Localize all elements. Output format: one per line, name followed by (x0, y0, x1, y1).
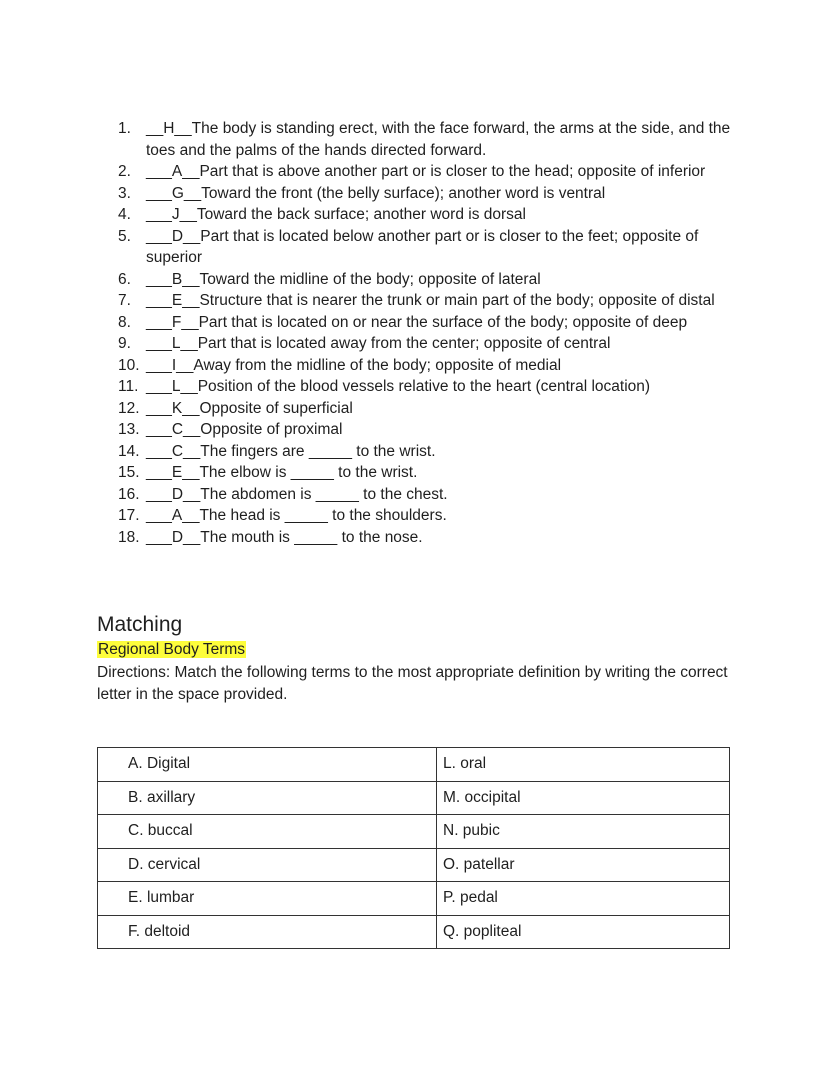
question-number: 7. (118, 292, 131, 309)
question-text: ___G__Toward the front (the belly surface); another word is ventral (146, 184, 606, 202)
question-number: 18. (118, 528, 140, 546)
table-row (98, 915, 730, 949)
question-number: 8. (118, 313, 131, 331)
term-cell: M. occipital (437, 781, 730, 815)
term-cell: A. Digital (98, 748, 437, 782)
question-text: ___L__Position of the blood vessels relative to the heart (central location) (146, 378, 651, 395)
question-item (118, 376, 758, 398)
section-heading: Matching (97, 613, 183, 636)
question-text: ___C__Opposite of proximal (146, 421, 343, 438)
question-number: 5. (118, 227, 131, 245)
table-row (98, 848, 730, 882)
question-item (118, 484, 758, 506)
question-number: 16. (118, 485, 140, 503)
question-item (118, 312, 758, 334)
term-cell: F. deltoid (98, 915, 437, 949)
term-cell: Q. popliteal (437, 915, 730, 949)
table-row (98, 882, 730, 916)
highlighted-subtitle: Regional Body Terms (98, 641, 246, 658)
question-item (118, 398, 758, 420)
question-number: 17. (118, 507, 140, 524)
question-item (118, 441, 758, 463)
term-cell: E. lumbar (98, 882, 437, 916)
question-item (118, 290, 758, 312)
question-item (118, 183, 758, 205)
question-text: ___D__The abdomen is _____ to the chest. (146, 485, 448, 503)
question-number: 1. (118, 120, 131, 137)
directions-text: Directions: Match the following terms to the most appropriate definition by writing the correct letter in the space provided. (97, 664, 728, 703)
table-row (98, 748, 730, 782)
table-row (98, 815, 730, 849)
question-number: 14. (118, 442, 140, 460)
question-text: ___J__Toward the back surface; another word is dorsal (146, 206, 526, 223)
question-number: 6. (118, 270, 131, 288)
question-item (118, 269, 758, 291)
terms-table (97, 747, 730, 949)
question-item (118, 204, 758, 226)
question-item (118, 333, 758, 355)
term-cell: O. patellar (437, 848, 730, 882)
question-text: ___K__Opposite of superficial (146, 399, 353, 417)
question-number: 15. (118, 464, 140, 481)
question-number: 3. (118, 184, 131, 202)
question-item (118, 462, 758, 484)
question-text: ___C__The fingers are _____ to the wrist. (146, 442, 436, 460)
term-cell: B. axillary (98, 781, 437, 815)
section-subtitle (97, 640, 246, 660)
question-item (118, 419, 758, 441)
question-number: 11. (118, 378, 139, 395)
question-text: ___D__Part that is located below another part or is closer to the feet; opposite of superior (146, 227, 699, 266)
question-number: 9. (118, 335, 131, 352)
question-text: ___E__The elbow is _____ to the wrist. (146, 464, 418, 481)
question-text: ___F__Part that is located on or near the surface of the body; opposite of deep (146, 313, 688, 331)
question-text: ___B__Toward the midline of the body; opposite of lateral (146, 270, 541, 288)
term-cell: D. cervical (98, 848, 437, 882)
question-text: ___D__The mouth is _____ to the nose. (146, 528, 423, 546)
term-cell: N. pubic (437, 815, 730, 849)
question-text: __H__The body is standing erect, with the face forward, the arms at the side, and the toes and the palms of the hands directed forward. (146, 120, 731, 159)
table-row (98, 781, 730, 815)
question-number: 2. (118, 163, 131, 180)
question-text: ___E__Structure that is nearer the trunk or main part of the body; opposite of distal (146, 292, 715, 309)
term-cell: P. pedal (437, 882, 730, 916)
question-list (118, 118, 758, 548)
term-cell: L. oral (437, 748, 730, 782)
question-item (118, 161, 758, 183)
question-item (118, 505, 758, 527)
question-number: 12. (118, 399, 140, 417)
term-cell: C. buccal (98, 815, 437, 849)
question-number: 13. (118, 421, 140, 438)
question-item (118, 527, 758, 549)
question-number: 10. (118, 356, 140, 374)
question-text: ___A__Part that is above another part or is closer to the head; opposite of inferior (146, 163, 706, 180)
question-text: ___L__Part that is located away from the center; opposite of central (146, 335, 611, 352)
question-item (118, 355, 758, 377)
question-item (118, 226, 758, 269)
question-text: ___A__The head is _____ to the shoulders. (146, 507, 447, 524)
question-text: ___I__Away from the midline of the body; opposite of medial (146, 356, 562, 374)
question-number: 4. (118, 206, 131, 223)
question-item (118, 118, 758, 161)
